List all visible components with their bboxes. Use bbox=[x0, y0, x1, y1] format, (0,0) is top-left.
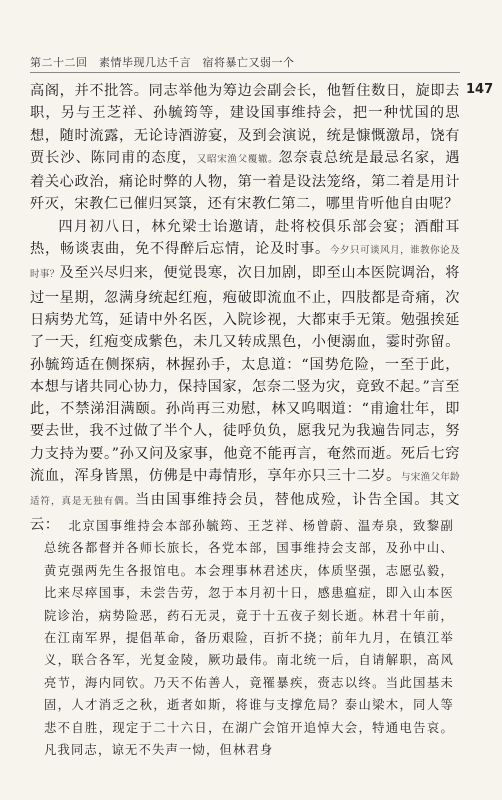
paragraph-2-text-c: 当由国事维持会员，替他成殓，讣告全国。其文云： bbox=[30, 492, 460, 533]
telegram-quote bbox=[44, 515, 454, 800]
body-text bbox=[30, 80, 460, 536]
paragraph-1-text-a: 高阁，并不批答。同志举他为筹边会副会长，他暂住数日，旋即去职，另与王芝祥、孙毓筠等，建设国事维持会，把一种忧国的思想，随时流露，无论诗酒游宴，及到会演说，统是慷慨激昂，饶有贾长沙、陈同甫的态度， bbox=[30, 83, 460, 166]
header-rule bbox=[30, 72, 460, 73]
paragraph-2 bbox=[30, 216, 460, 536]
paragraph-2-text-b: 及至兴尽归来，便觉畏寒，次日加剧，即至山本医院调治，将过一星期，忽满身统起红疱，疱破即流血不止，四肢都是奇痛，次日病势尤笃，延请中外名医，入院诊视，大都束手无策。勉强挨延了一天，红疱变成紫色，未几又转成黑色，小便溺血，霎时弥留。孙毓筠适在侧探病，林握孙手，太息道：“国势危险，一至于此，本想与诸共同心协力，保持国家，怎奈二竖为灾，竟致不起。”言至此，不禁涕泪满颐。孙尚再三劝慰，林又呜咽道：“甫逾壮年，即要去世，我不过做了半个人，徒呼负负，愿我兄为我遍告同志，努力支持为要。”孙又问及家事，他竟不能再言，奄然而逝。死后七窍流血，浑身皆黑，仿佛是中毒情形，享年亦只三十二岁。 bbox=[30, 265, 461, 485]
paragraph-1 bbox=[30, 80, 460, 216]
commentary-note: 与宋渔父年龄适符，真是无独有偶。 bbox=[30, 472, 460, 508]
page-number: 147 bbox=[466, 82, 494, 97]
paragraph-2-text-a: 四月初八日，林允梁士诒邀请，赴将校俱乐部会宴；酒酣耳热，畅谈衷曲，免不得醉后忘情，论及时事。 bbox=[30, 218, 460, 258]
commentary-note: 今夕只可谈风月，谁教你论及时事？ bbox=[30, 245, 460, 281]
running-head: 第二十二回 素情毕现几达千言 宿将暴亡又弱一个 bbox=[30, 56, 295, 69]
telegram-text: 北京国事维持会本部孙毓筠、王芝祥、杨曾蔚、温寿泉，致黎副总统各都督并各师长旅长，各党本部，国事维持会支部，及孙中山、黄克强两先生各报馆电。本会理事林君述庆，体质坚强，志愿弘毅，比来尽瘁国事，未尝告劳，忽于本月初十日，感患瘟症，即入山本医院诊治，病势险恶，药石无灵，竟于十五夜子刻长逝。林君十年前，在江南军界，提倡革命，备历艰险，百折不挠；前年九月，在镇江举义，联合各军，光复金陵，厥功最伟。南北统一后，自请解职，高风亮节，海内同钦。乃天不佑善人，竟罹暴疾，赍志以终。当此国基未固，人才消乏之秋，逝者如斯，将谁与支撑危局？泰山梁木，同人等悲不自胜，现定于二十六日，在湖广会馆开追悼大会，特通电告哀。凡我同志，谅无不失声一恸，但林君身 bbox=[44, 519, 454, 758]
paragraph-1-text-b: 忽奈袁总统是最忌名家，遇着关心政治，痛论时弊的人物，第一着是设法笼络，第二着是用计歼灭，宋教仁已催归冥箓，还有宋教仁第二，哪里肯听他自由呢？ bbox=[30, 149, 461, 213]
commentary-note: 又昭宋渔父覆辙。 bbox=[196, 153, 279, 165]
